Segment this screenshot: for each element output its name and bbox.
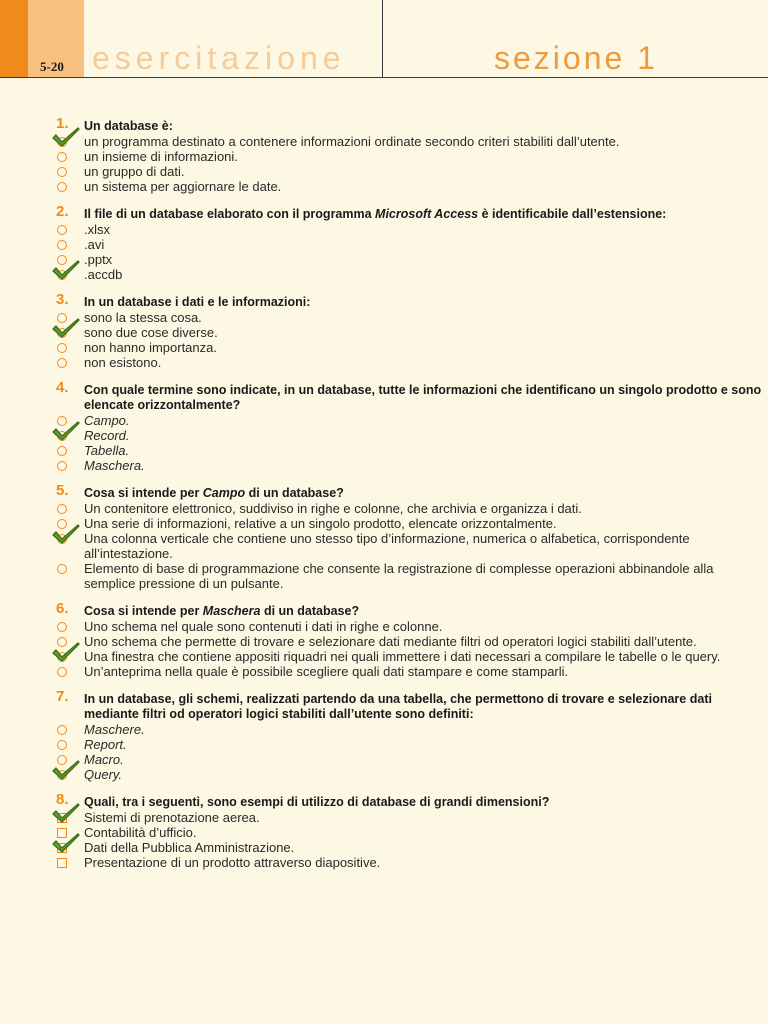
answer-text: Una colonna verticale che contiene uno stesso tipo d’informazione, numerica o alfabetica, corrispondente all’intestazione. (84, 531, 690, 561)
answer-text: non esistono. (84, 355, 162, 370)
answer-option[interactable] (0, 267, 768, 282)
question-text (0, 379, 768, 413)
answer-option[interactable] (0, 619, 768, 634)
answer-option[interactable] (0, 737, 768, 752)
answer-option[interactable] (0, 164, 768, 179)
answer-option[interactable] (0, 767, 768, 782)
answer-option[interactable] (0, 237, 768, 252)
answer-option[interactable] (0, 825, 768, 840)
header-orange-band (0, 0, 28, 78)
page-title: esercitazione (92, 40, 346, 76)
question-text-part: è identificabile dall’estensione: (478, 207, 667, 221)
question-8 (0, 791, 768, 870)
section-title: sezione 1 (494, 40, 658, 76)
question-number: 3. (56, 291, 69, 308)
answer-option[interactable] (0, 722, 768, 737)
answer-text: .xlsx (84, 222, 110, 237)
answer-option[interactable] (0, 413, 768, 428)
answer-option[interactable] (0, 310, 768, 325)
question-text-part: In un database i dati e le informazioni: (84, 295, 311, 309)
question-number: 2. (56, 203, 69, 220)
answer-text: Tabella. (84, 443, 130, 458)
question-3 (0, 291, 768, 370)
radio-circle-icon[interactable] (57, 167, 67, 177)
question-term: Microsoft Access (375, 207, 479, 221)
checkbox-square-icon[interactable] (57, 858, 67, 868)
answer-text: Presentazione di un prodotto attraverso diapositive. (84, 855, 381, 870)
question-5 (0, 482, 768, 591)
check-icon (51, 318, 81, 340)
answer-option[interactable] (0, 855, 768, 870)
answer-option[interactable] (0, 443, 768, 458)
answer-text: .accdb (84, 267, 123, 282)
answer-text: Uno schema nel quale sono contenuti i dati in righe e colonne. (84, 619, 443, 634)
radio-circle-icon[interactable] (57, 740, 67, 750)
answer-option[interactable] (0, 752, 768, 767)
answer-option[interactable] (0, 179, 768, 194)
answer-text: Dati della Pubblica Amministrazione. (84, 840, 295, 855)
radio-circle-icon[interactable] (57, 152, 67, 162)
radio-circle-icon[interactable] (57, 446, 67, 456)
check-icon (51, 833, 81, 855)
question-text-part: Il file di un database elaborato con il programma (84, 207, 376, 221)
question-number: 5. (56, 482, 69, 499)
question-text-part: In un database, gli schemi, realizzati partendo da una tabella, che permettono di trovare e selezionare dati mediante filtri od operatori logici stabiliti dall’utente sono definiti: (84, 692, 712, 721)
answer-option[interactable] (0, 501, 768, 516)
answer-text: un insieme di informazioni. (84, 149, 238, 164)
question-text-part: Un database è: (84, 119, 173, 133)
check-icon (51, 421, 81, 443)
answer-text: un gruppo di dati. (84, 164, 185, 179)
question-text (0, 482, 768, 501)
question-2 (0, 203, 768, 282)
answer-text: Macro. (84, 752, 124, 767)
answer-option[interactable] (0, 355, 768, 370)
question-1 (0, 115, 768, 194)
question-6 (0, 600, 768, 679)
check-icon (51, 260, 81, 282)
question-text (0, 203, 768, 222)
radio-circle-icon[interactable] (57, 240, 67, 250)
answer-option[interactable] (0, 516, 768, 531)
question-text-part: Cosa si intende per (84, 486, 203, 500)
question-text (0, 791, 768, 810)
question-text-part: di un database? (260, 604, 360, 618)
answer-text: Query. (84, 767, 123, 782)
answer-option[interactable] (0, 664, 768, 679)
answer-text: sono due cose diverse. (84, 325, 218, 340)
answer-text: un sistema per aggiornare le date. (84, 179, 282, 194)
check-icon (51, 642, 81, 664)
answer-option[interactable] (0, 149, 768, 164)
answer-option[interactable] (0, 428, 768, 443)
question-number: 6. (56, 600, 69, 617)
question-text-part: Con quale termine sono indicate, in un database, tutte le informazioni che identificano un singolo prodotto e sono elencate orizzontalmente? (84, 383, 762, 412)
question-text (0, 115, 768, 134)
question-text-part: di un database? (245, 486, 344, 500)
question-text-part: Quali, tra i seguenti, sono esempi di utilizzo di database di grandi dimensioni? (84, 795, 550, 809)
answer-text: .pptx (84, 252, 113, 267)
check-icon (51, 524, 81, 546)
answer-text: Maschera. (84, 458, 145, 473)
question-number: 4. (56, 379, 69, 396)
question-text (0, 600, 768, 619)
answer-text: Elemento di base di programmazione che consente la registrazione di complesse operazioni abbinandole alla semplice pressione di un pulsante. (84, 561, 714, 591)
answer-text: Uno schema che permette di trovare e selezionare dati mediante filtri od operatori logici stabiliti dall’utente. (84, 634, 697, 649)
answer-text: Una serie di informazioni, relative a un singolo prodotto, elencate orizzontalmente. (84, 516, 557, 531)
answer-option[interactable] (0, 252, 768, 267)
quiz (0, 115, 768, 883)
header-rule (0, 77, 768, 78)
question-text-part: Cosa si intende per (84, 604, 203, 618)
question-4 (0, 379, 768, 473)
answer-option[interactable] (0, 649, 768, 664)
check-icon (51, 760, 81, 782)
answer-option[interactable] (0, 810, 768, 825)
answer-option[interactable] (0, 458, 768, 473)
header-divider (382, 0, 383, 78)
answer-option[interactable] (0, 222, 768, 237)
answer-option[interactable] (0, 634, 768, 649)
question-text (0, 688, 768, 722)
answer-option[interactable] (0, 561, 768, 591)
check-icon (51, 803, 81, 825)
answer-text: Record. (84, 428, 130, 443)
answer-text: non hanno importanza. (84, 340, 217, 355)
answer-text: Maschere. (84, 722, 145, 737)
check-icon (51, 127, 81, 149)
answer-option[interactable] (0, 340, 768, 355)
radio-circle-icon[interactable] (57, 182, 67, 192)
question-text (0, 291, 768, 310)
radio-circle-icon[interactable] (57, 504, 67, 514)
question-number: 8. (56, 791, 69, 808)
question-7 (0, 688, 768, 782)
answer-option[interactable] (0, 840, 768, 855)
answer-option[interactable] (0, 325, 768, 340)
question-term: Campo (202, 486, 246, 500)
radio-circle-icon[interactable] (57, 564, 67, 574)
answer-text: un programma destinato a contenere informazioni ordinate secondo criteri stabiliti dall’utente. (84, 134, 620, 149)
page-number: 5-20 (40, 59, 64, 74)
answer-text: Una finestra che contiene appositi riquadri nei quali immettere i dati necessari a compilare le tabelle o le query. (84, 649, 721, 664)
radio-circle-icon[interactable] (57, 622, 67, 632)
answer-text: Un’anteprima nella quale è possibile scegliere quali dati stampare e come stamparli. (84, 664, 569, 679)
answer-option[interactable] (0, 531, 768, 561)
radio-circle-icon[interactable] (57, 667, 67, 677)
answer-text: Campo. (84, 413, 130, 428)
question-term: Maschera (202, 604, 261, 618)
radio-circle-icon[interactable] (57, 725, 67, 735)
radio-circle-icon[interactable] (57, 225, 67, 235)
answer-text: .avi (84, 237, 105, 252)
answer-text: Report. (84, 737, 127, 752)
question-number: 1. (56, 115, 69, 132)
radio-circle-icon[interactable] (57, 461, 67, 471)
radio-circle-icon[interactable] (57, 358, 67, 368)
question-number: 7. (56, 688, 69, 705)
answer-option[interactable] (0, 134, 768, 149)
radio-circle-icon[interactable] (57, 343, 67, 353)
answer-text: Contabilità d’ufficio. (84, 825, 197, 840)
answer-text: Un contenitore elettronico, suddiviso in righe e colonne, che archivia e organizza i dati. (84, 501, 582, 516)
answer-text: Sistemi di prenotazione aerea. (84, 810, 260, 825)
answer-text: sono la stessa cosa. (84, 310, 202, 325)
